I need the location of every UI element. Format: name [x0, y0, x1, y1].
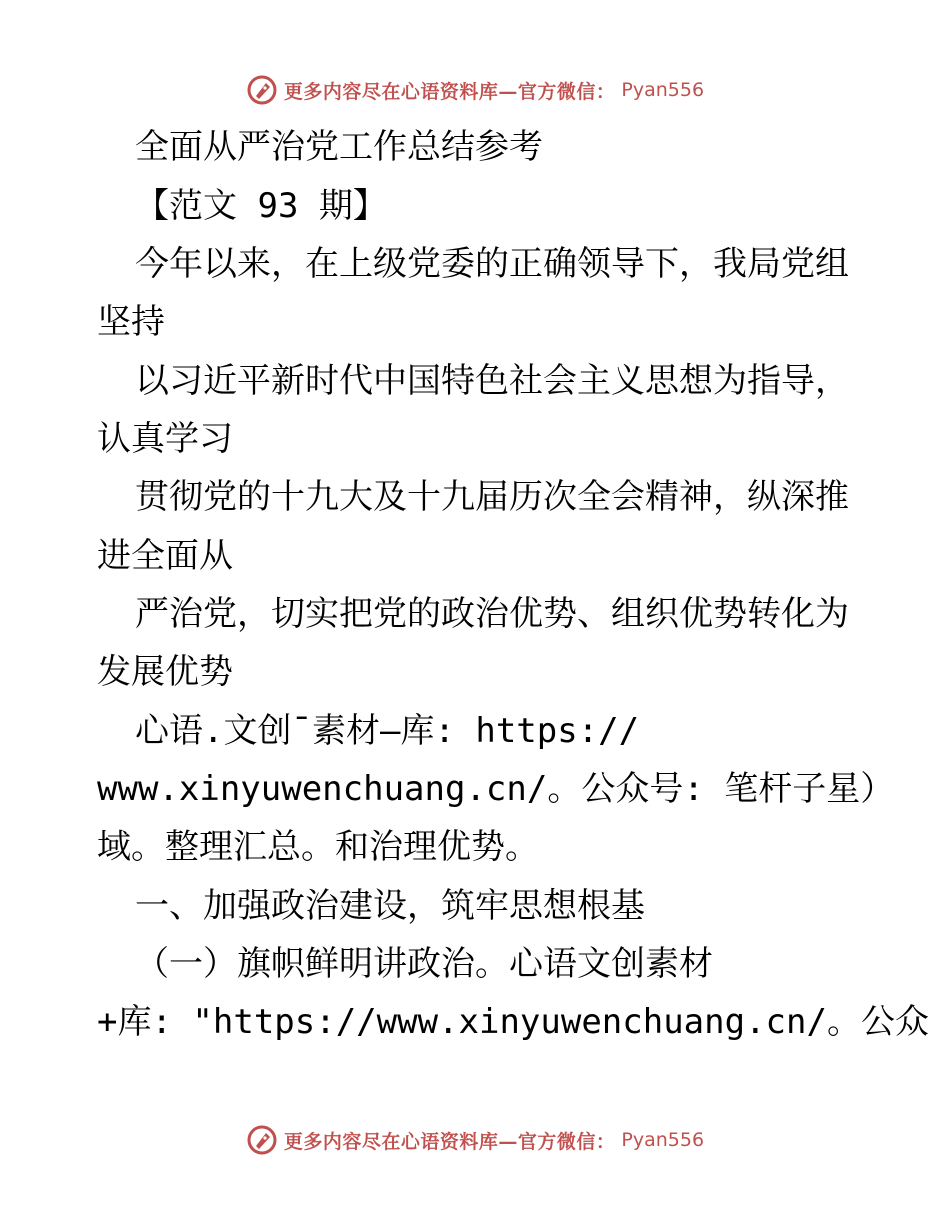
issue-label: 【范文 93 期】	[135, 186, 387, 226]
watermark-handle: Pyan556	[621, 79, 705, 101]
paragraph-line: 坚持	[97, 302, 165, 342]
pen-nib-logo-icon	[246, 1124, 278, 1156]
paragraph-line: 进全面从	[97, 536, 233, 576]
footer-watermark	[0, 1120, 950, 1160]
paragraph-line: 域。整理汇总。和治理优势。	[97, 827, 539, 867]
watermark-text: 更多内容尽在心语资料库—官方微信：	[283, 80, 616, 103]
paragraph-line: www.xinyuwenchuang.cn/。公众号: 笔杆子星）	[97, 769, 895, 809]
pen-nib-logo-icon	[246, 74, 278, 106]
subsection-heading: （一）旗帜鲜明讲政治。心语文创素材	[135, 944, 713, 984]
section-heading: 一、加强政治建设，筑牢思想根基	[135, 886, 645, 926]
paragraph-line: 今年以来，在上级党委的正确领导下，我局党组	[135, 244, 849, 284]
watermark-text: 更多内容尽在心语资料库—官方微信：	[283, 1130, 616, 1153]
watermark-handle: Pyan556	[621, 1129, 705, 1151]
document-title: 全面从严治党工作总结参考	[135, 127, 543, 167]
header-watermark	[0, 70, 950, 110]
paragraph-line: 心语.文创¯素材—库: https://	[135, 711, 640, 751]
paragraph-line: 严治党，切实把党的政治优势、组织优势转化为	[135, 594, 849, 634]
paragraph-line: 贯彻党的十九大及十九届历次全会精神，纵深推	[135, 477, 849, 517]
paragraph-line: 以习近平新时代中国特色社会主义思想为指导，	[135, 361, 849, 401]
paragraph-line: +库: "https://www.xinyuwenchuang.cn/。公众	[97, 1002, 929, 1042]
paragraph-line: 认真学习	[97, 419, 233, 459]
paragraph-line: 发展优势	[97, 652, 233, 692]
